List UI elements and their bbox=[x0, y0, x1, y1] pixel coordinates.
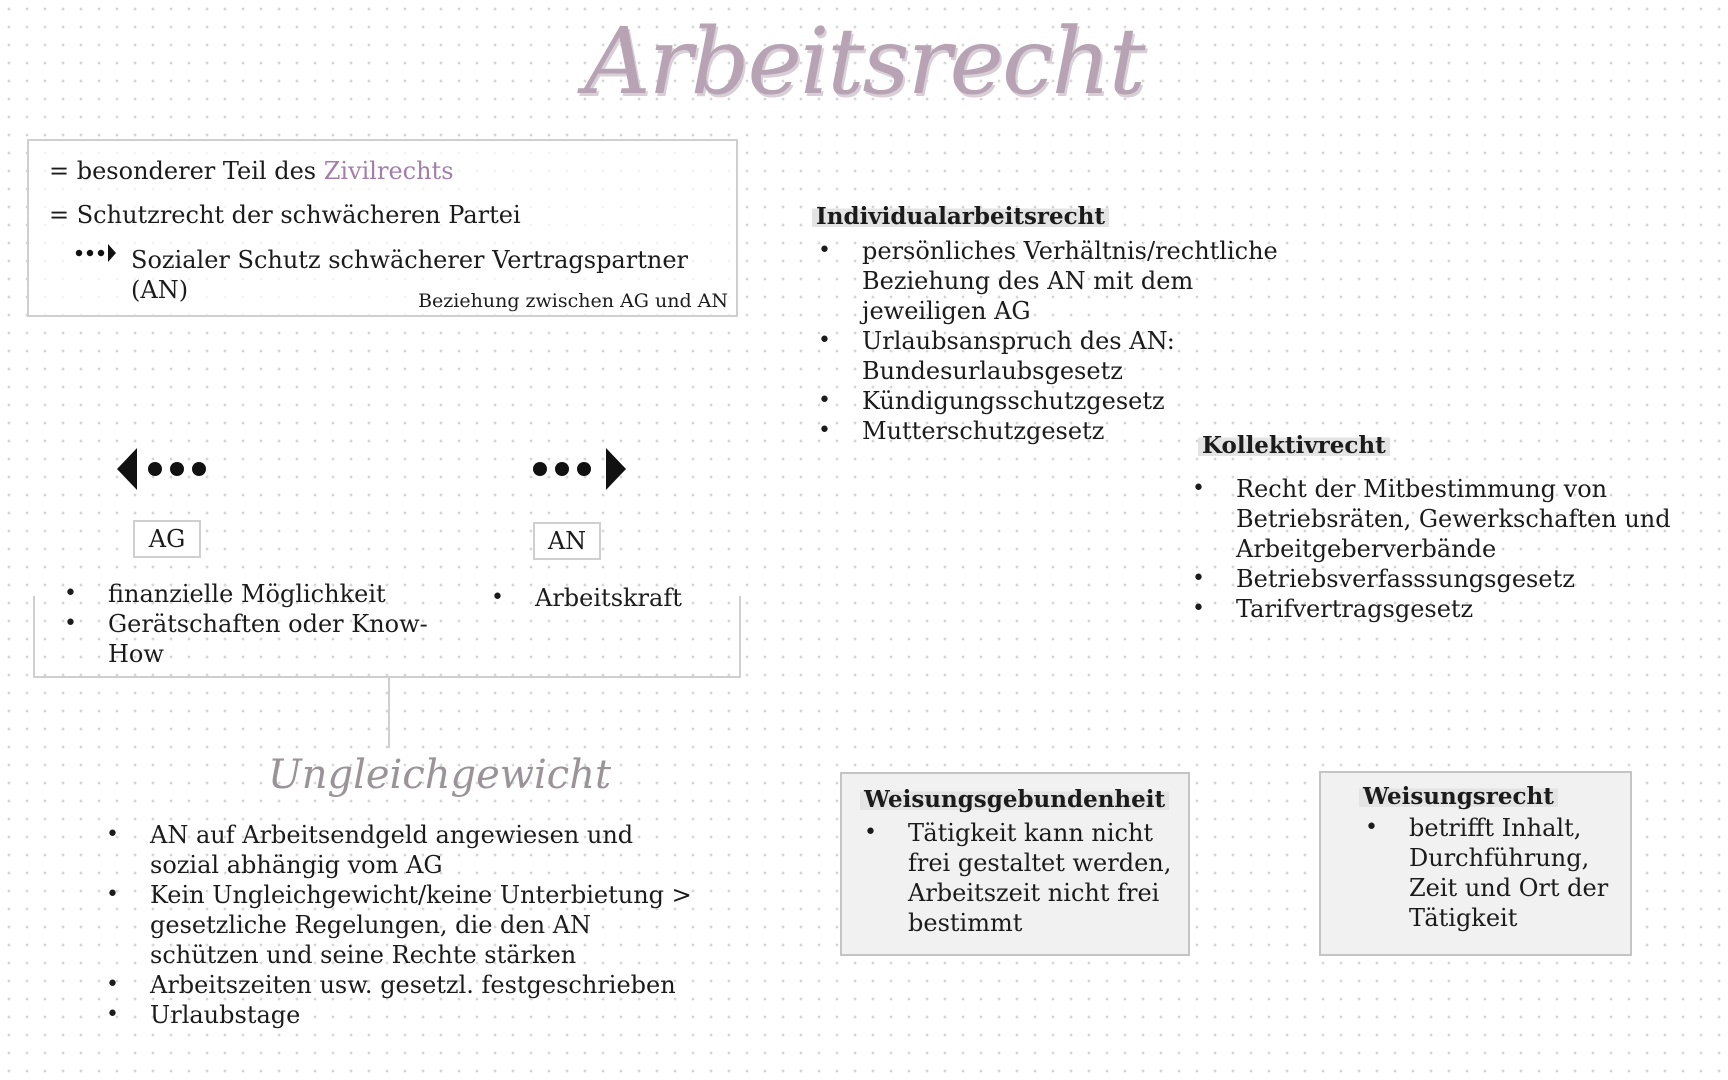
page-title: Arbeitsrecht bbox=[584, 8, 1144, 115]
list-item: • Urlaubsanspruch des AN: Bundesurlaubsgesetz bbox=[814, 326, 1294, 386]
definition-box bbox=[27, 139, 738, 317]
list-item: • Tarifvertragsgesetz bbox=[1188, 594, 1708, 624]
kollektiv-heading: Kollektivrecht bbox=[1198, 432, 1390, 459]
kollektiv-list bbox=[1188, 474, 1708, 624]
weisungsrecht-box bbox=[1319, 771, 1632, 956]
ungleichgewicht-list bbox=[102, 820, 702, 1030]
ungleichgewicht-title: Ungleichgewicht bbox=[268, 752, 612, 798]
weisungsrecht-list bbox=[1361, 813, 1623, 933]
arrow-right-icon bbox=[75, 241, 121, 269]
list-item: • Kein Ungleichgewicht/keine Unterbietung > gesetzliche Regelungen, die den AN schützen und seine Rechte stärken bbox=[102, 880, 702, 970]
ag-list bbox=[60, 579, 440, 669]
individual-heading: Individualarbeitsrecht bbox=[812, 203, 1109, 230]
list-item: • Tätigkeit kann nicht frei gestaltet werden, Arbeitszeit nicht frei bestimmt bbox=[860, 818, 1178, 938]
weisungsgebundenheit-box bbox=[840, 772, 1190, 956]
list-item: • persönliches Verhältnis/rechtliche Beziehung des AN mit dem jeweiligen AG bbox=[814, 236, 1294, 326]
list-item: • finanzielle Möglichkeit bbox=[60, 579, 440, 609]
list-item: • Gerätschaften oder Know-How bbox=[60, 609, 440, 669]
definition-line-3: Sozialer Schutz schwächerer Vertragspartner (AN) bbox=[131, 246, 688, 304]
weisungsgebundenheit-heading: Weisungsgebundenheit bbox=[860, 786, 1169, 813]
an-list bbox=[487, 583, 727, 613]
weisungsrecht-heading: Weisungsrecht bbox=[1359, 783, 1558, 810]
connector-line bbox=[388, 678, 390, 748]
individual-list bbox=[814, 236, 1294, 446]
list-item: • Recht der Mitbestimmung von Betriebsräten, Gewerkschaften und Arbeitgeberverbände bbox=[1188, 474, 1708, 564]
list-item: • betrifft Inhalt, Durchführung, Zeit und Ort der Tätigkeit bbox=[1361, 813, 1623, 933]
list-item: • AN auf Arbeitsendgeld angewiesen und sozial abhängig vom AG bbox=[102, 820, 702, 880]
weisungsgebundenheit-list bbox=[860, 818, 1178, 938]
definition-line-2: = Schutzrecht der schwächeren Partei bbox=[49, 201, 521, 229]
an-label: AN bbox=[533, 522, 601, 560]
ag-label: AG bbox=[133, 520, 201, 558]
arrow-left-icon bbox=[115, 446, 215, 496]
list-item: • Kündigungsschutzgesetz bbox=[814, 386, 1294, 416]
list-item: • Urlaubstage bbox=[102, 1000, 702, 1030]
definition-line-1-prefix: = besonderer Teil des bbox=[49, 157, 324, 185]
definition-caption: Beziehung zwischen AG und AN bbox=[418, 290, 728, 312]
arrow-right-icon bbox=[530, 446, 630, 496]
list-item: • Betriebsverfasssungsgesetz bbox=[1188, 564, 1708, 594]
zivilrecht-highlight: Zivilrechts bbox=[323, 157, 454, 185]
list-item: • Arbeitskraft bbox=[487, 583, 727, 613]
definition-line-1 bbox=[49, 156, 454, 186]
list-item: • Mutterschutzgesetz bbox=[814, 416, 1294, 446]
list-item: • Arbeitszeiten usw. gesetzl. festgeschrieben bbox=[102, 970, 702, 1000]
